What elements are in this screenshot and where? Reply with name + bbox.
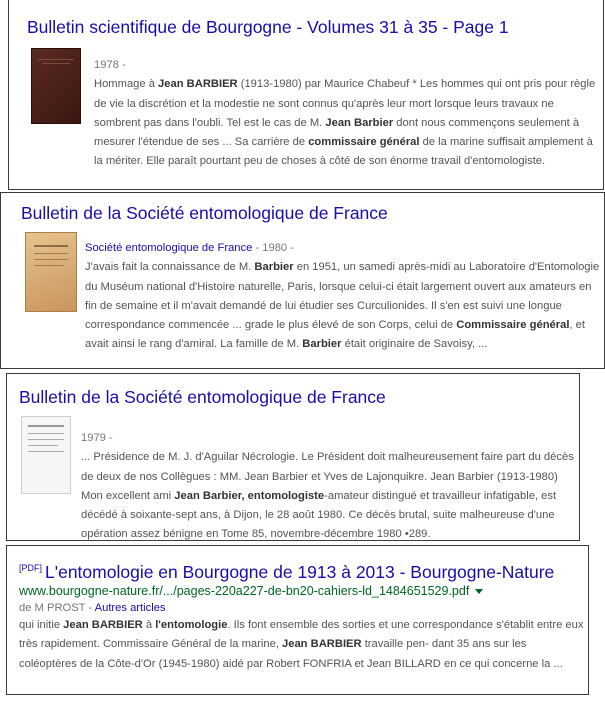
result-date: - 1980 - (255, 242, 294, 254)
autres-articles-link[interactable]: Autres articles (94, 602, 166, 614)
snippet-highlight: Barbier (302, 338, 342, 351)
result-url-text: www.bourgogne-nature.fr/.../pages-220a227-de-bn20-cahiers-ld_1484651529.pdf (19, 584, 470, 598)
document-page-thumbnail[interactable] (25, 232, 77, 312)
search-result-1 (8, 0, 604, 190)
snippet-highlight: Jean BARBIER (63, 619, 143, 631)
result-title[interactable] (19, 557, 587, 583)
pdf-tag: [PDF] (19, 563, 43, 573)
result-body (85, 239, 600, 355)
result-byline (19, 600, 166, 617)
snippet-highlight: Jean Barbier, entomologiste (174, 489, 325, 502)
result-date: 1979 - (81, 432, 113, 444)
result-body (19, 616, 585, 674)
book-cover-thumbnail[interactable] (31, 48, 81, 124)
result-date: 1978 - (94, 59, 126, 71)
snippet-text: -amateur distingué et travailleur infatigable, est décédé à soixante-sept ans, à Dijon, le 28 août 1980. Ce décès brutal, suite malheureuse d'une opération assez bénigne en Tome 85, novembre-décembre 1980 •289. (81, 489, 557, 541)
result-title[interactable]: Bulletin de la Société entomologique de France (21, 203, 388, 223)
result-title[interactable]: Bulletin de la Société entomologique de France (19, 387, 386, 407)
snippet-text: , et avait ainsi le rang d'amiral. La famille de M. (85, 319, 585, 351)
snippet-highlight: Commissaire général (456, 319, 570, 332)
result-title-text: L'entomologie en Bourgogne de 1913 à 2013 - Bourgogne-Nature (45, 561, 555, 582)
snippet-text: en 1951, un samedi après-midi au Laboratoire d'Entomologie du Muséum national d'Histoire naturelle, Paris, lorsque celui-ci était largement ouvert aux amateurs en fin de semaine et il m'avait demandé de lui étudier ses Curculionides. Il s'en est suivi une longue correspondance commencée ... grade le plus élevé de son Corps, celui de (85, 261, 600, 332)
snippet-text: Hommage à (94, 78, 159, 91)
snippet-text: était originaire de Savoisy, ... (341, 338, 488, 351)
dropdown-caret-icon[interactable] (475, 589, 483, 594)
search-result-4 (6, 545, 589, 695)
snippet-highlight: Jean BARBIER (282, 638, 362, 651)
result-snippet (94, 75, 602, 171)
snippet-text: à (142, 619, 156, 631)
snippet-text: . Ils font ensemble des sorties et une correspondance s'établit entre eux très rapidement. Commissaire Général de la marine, (19, 619, 584, 651)
snippet-text: J'avais fait la connaissance de M. (85, 261, 255, 274)
snippet-text: (1913-1980) par Maurice Chabeuf * Les hommes qui ont pris pour règle de vie la discrétion et la modestie ne sont connus qu'après leur mort lorsque leurs travaux ne sombrent pas dans l'oubli. Tel est le cas de M. (94, 78, 596, 129)
result-body (94, 56, 602, 172)
result-snippet (81, 448, 578, 544)
result-title[interactable]: Bulletin scientifique de Bourgogne - Volumes 31 à 35 - Page 1 (27, 17, 509, 37)
result-snippet (85, 258, 600, 354)
result-body (81, 429, 578, 545)
search-result-3 (6, 373, 580, 541)
snippet-highlight: Jean Barbier (325, 116, 394, 129)
result-url[interactable] (19, 582, 587, 600)
result-snippet (19, 616, 585, 674)
snippet-highlight: commissaire général (308, 136, 420, 149)
snippet-highlight: Barbier (254, 261, 294, 274)
result-source-link[interactable]: Société entomologique de France (85, 242, 253, 254)
snippet-text: qui initie (19, 619, 64, 631)
snippet-text: travaille pen- dant 35 ans sur les coléoptères de la Côte-d'Or (1945-1980) aidé par Robert FONFRIA et Jean BILLARD en ce qui concerne la ... (19, 638, 563, 670)
snippet-text: dont nous commençons seulement à mesurer l'étendue de ses ... Sa carrière de (94, 116, 580, 149)
document-page-thumbnail[interactable] (21, 416, 71, 494)
snippet-text: de la marine suffisait amplement à la mériter. Elle paraît pourtant peu de choses à côté de son énorme travail d'entomologiste. (94, 136, 593, 168)
snippet-highlight: Jean BARBIER (158, 78, 238, 91)
result-meta (85, 239, 600, 258)
snippet-highlight: l'entomologie (155, 619, 228, 631)
snippet-text: ... Présidence de M. J. d'Aguilar Nécrologie. Le Président doit malheureusement faire part du décès de deux de nos Collègues : MM. Jean Barbier et Yves de Lajonquikre. Jean Barbier (1913-1980) Mon excellent ami (81, 451, 574, 502)
search-result-2 (0, 192, 605, 369)
result-author: de M PROST - (19, 602, 95, 614)
